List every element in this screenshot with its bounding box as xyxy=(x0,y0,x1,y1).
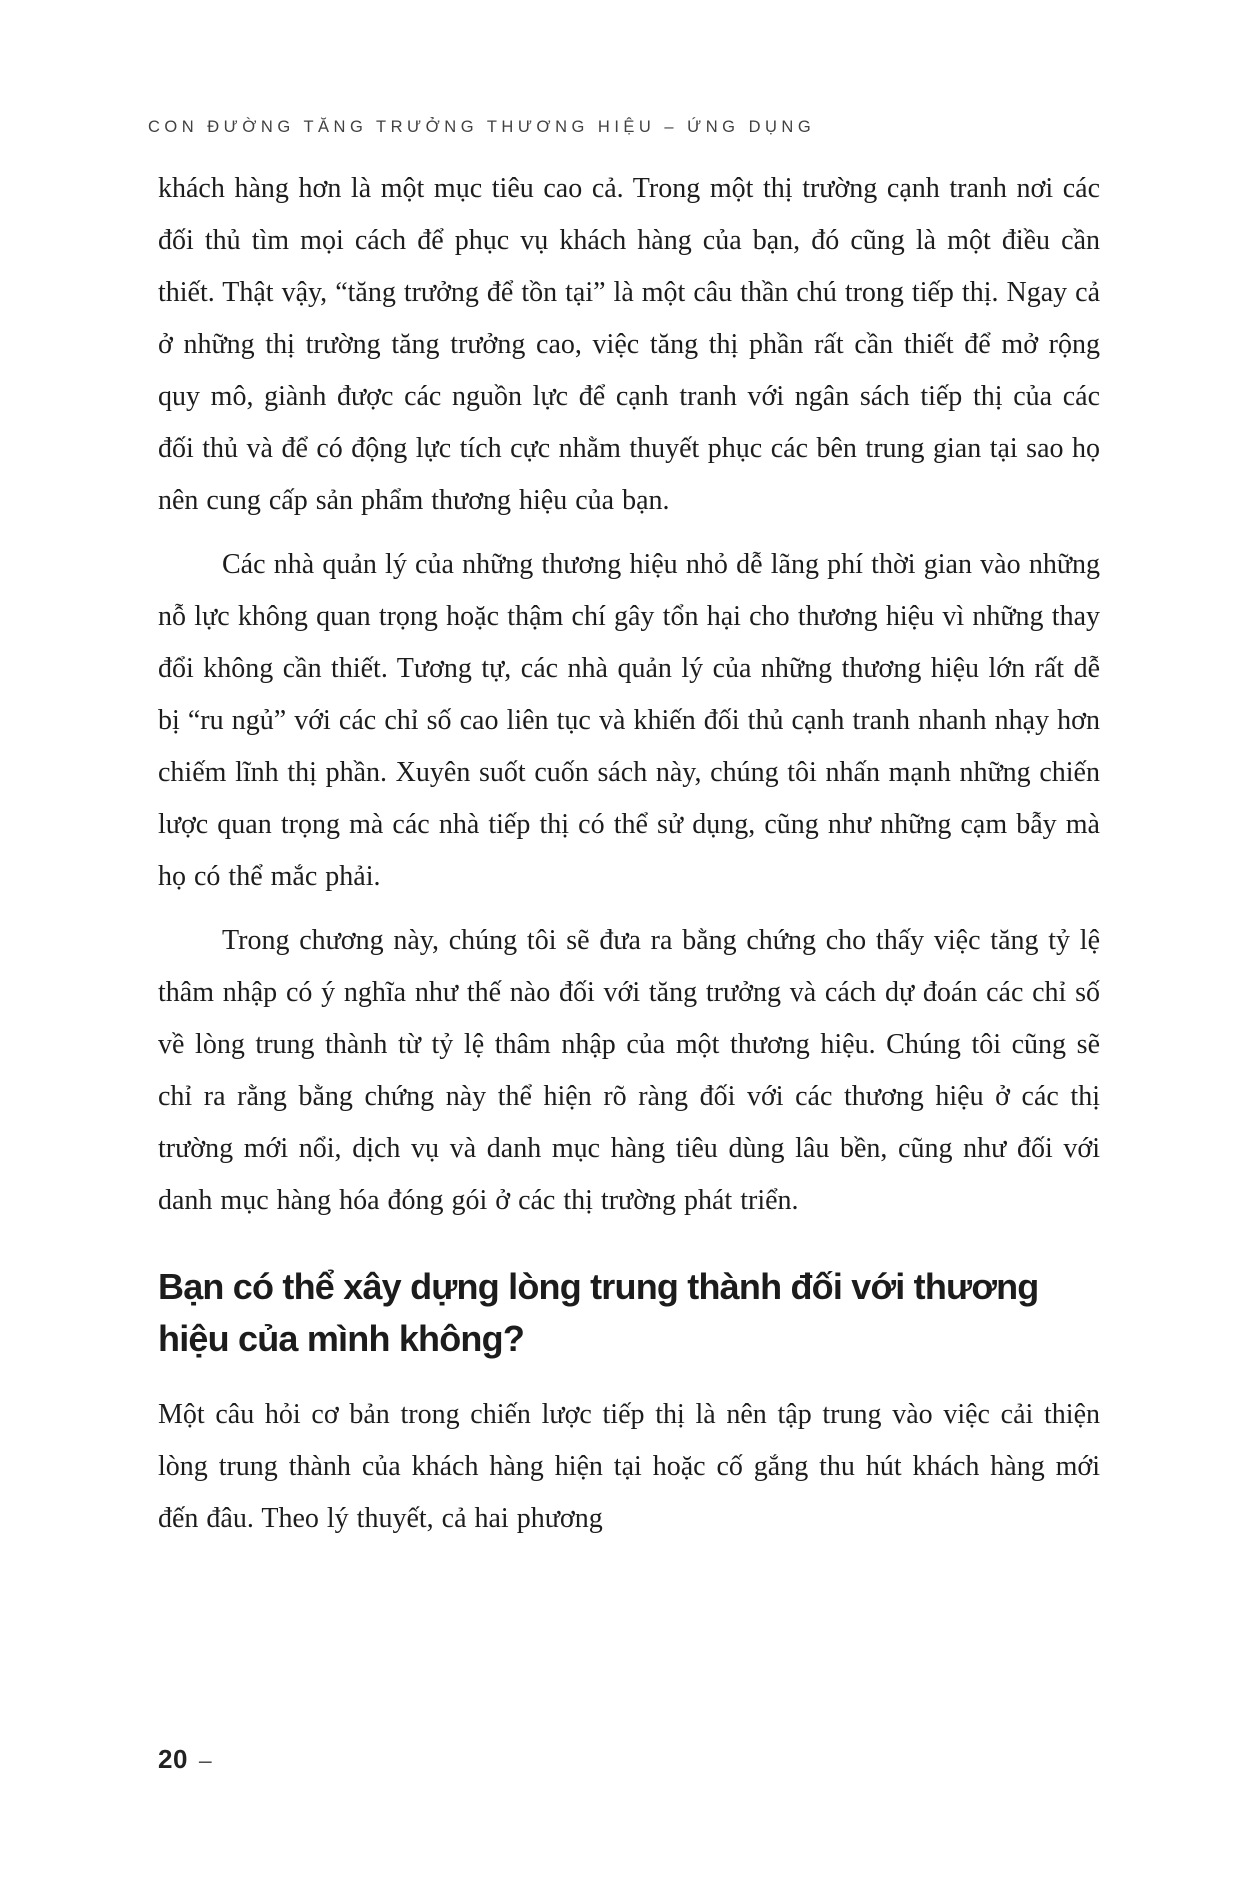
page-body xyxy=(158,163,1100,1545)
footer-dash-icon: – xyxy=(198,1747,212,1773)
page-number: 20 xyxy=(158,1744,188,1774)
paragraph-1: khách hàng hơn là một mục tiêu cao cả. Trong một thị trường cạnh tranh nơi các đối thủ tìm mọi cách để phục vụ khách hàng của bạn, đó cũng là một điều cần thiết. Thật vậy, “tăng trưởng để tồn tại” là một câu thần chú trong tiếp thị. Ngay cả ở những thị trường tăng trưởng cao, việc tăng thị phần rất cần thiết để mở rộng quy mô, giành được các nguồn lực để cạnh tranh với ngân sách tiếp thị của các đối thủ và để có động lực tích cực nhằm thuyết phục các bên trung gian tại sao họ nên cung cấp sản phẩm thương hiệu của bạn. xyxy=(158,173,1100,516)
section-heading: Bạn có thể xây dựng lòng trung thành đối với thương hiệu của mình không? xyxy=(158,1266,1039,1359)
page-footer xyxy=(158,1744,212,1775)
paragraph-4: Một câu hỏi cơ bản trong chiến lược tiếp thị là nên tập trung vào việc cải thiện lòng trung thành của khách hàng hiện tại hoặc cố gắng thu hút khách hàng mới đến đâu. Theo lý thuyết, cả hai phương xyxy=(158,1399,1100,1534)
paragraph-3: Trong chương này, chúng tôi sẽ đưa ra bằng chứng cho thấy việc tăng tỷ lệ thâm nhập có ý nghĩa như thế nào đối với tăng trưởng và cách dự đoán các chỉ số về lòng trung thành từ tỷ lệ thâm nhập của một thương hiệu. Chúng tôi cũng sẽ chỉ ra rằng bằng chứng này thể hiện rõ ràng đối với các thương hiệu ở các thị trường mới nổi, dịch vụ và danh mục hàng tiêu dùng lâu bền, cũng như đối với danh mục hàng hóa đóng gói ở các thị trường phát triển. xyxy=(158,925,1100,1216)
running-head: CON ĐƯỜNG TĂNG TRƯỞNG THƯƠNG HIỆU – ỨNG DỤNG xyxy=(148,118,816,136)
paragraph-2: Các nhà quản lý của những thương hiệu nhỏ dễ lãng phí thời gian vào những nỗ lực không quan trọng hoặc thậm chí gây tổn hại cho thương hiệu vì những thay đổi không cần thiết. Tương tự, các nhà quản lý của những thương hiệu lớn rất dễ bị “ru ngủ” với các chỉ số cao liên tục và khiến đối thủ cạnh tranh nhanh nhạy hơn chiếm lĩnh thị phần. Xuyên suốt cuốn sách này, chúng tôi nhấn mạnh những chiến lược quan trọng mà các nhà tiếp thị có thể sử dụng, cũng như những cạm bẫy mà họ có thể mắc phải. xyxy=(158,549,1100,892)
